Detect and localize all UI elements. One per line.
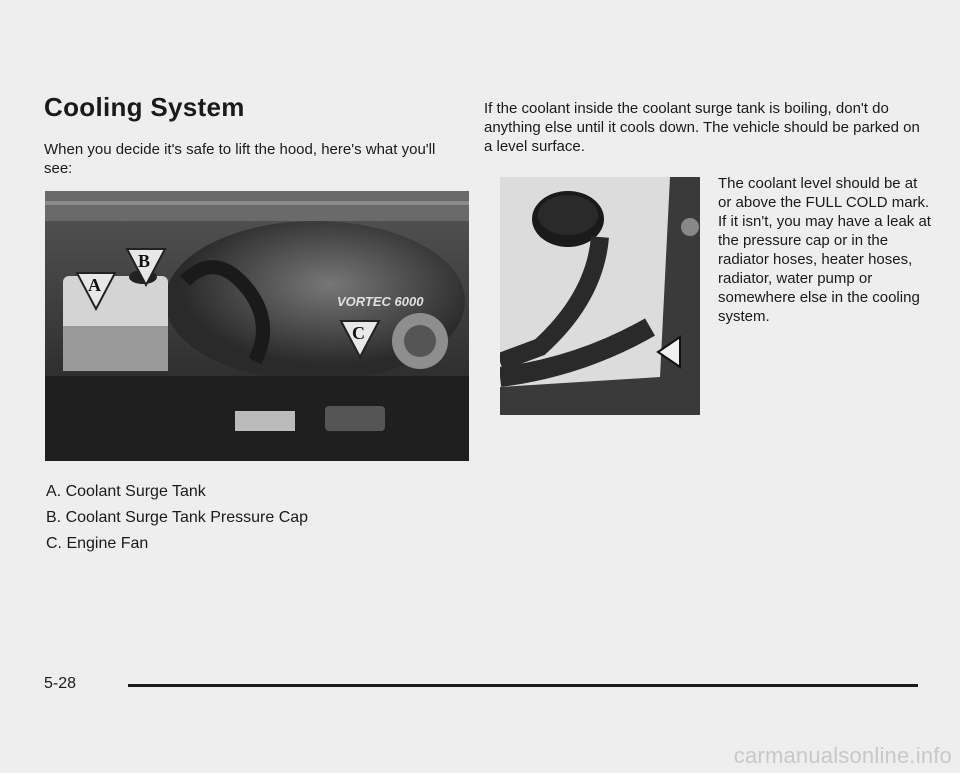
watermark: carmanualsonline.info	[733, 743, 952, 768]
intro-text: When you decide it's safe to lift the hood, here's what you'll see:	[44, 141, 436, 177]
marker-a-label: A	[88, 275, 101, 295]
footer-divider	[128, 684, 918, 687]
surge-tank-photo	[500, 177, 700, 415]
page-number: 5-28	[44, 675, 77, 692]
marker-c-label: C	[352, 323, 365, 343]
page-title: Cooling System	[44, 92, 245, 122]
caption-item: C. Engine Fan	[46, 535, 149, 552]
caption-item: A. Coolant Surge Tank	[46, 483, 206, 500]
engine-badge: VORTEC 6000	[337, 294, 424, 309]
marker-b-label: B	[138, 251, 151, 271]
engine-bay-photo	[45, 191, 469, 461]
caption-list	[46, 479, 308, 557]
coolant-level-text: The coolant level should be at or above the FULL COLD mark. If it isn't, you may have a leak at the pressure cap or in the radiator hoses, heater hoses, radiator, water pump or somewhere else in the cooling system.	[718, 175, 931, 325]
caption-item: B. Coolant Surge Tank Pressure Cap	[46, 509, 309, 526]
boiling-warning-text: If the coolant inside the coolant surge tank is boiling, don't do anything else until it cools down. The vehicle should be parked on a level surface.	[484, 100, 920, 155]
